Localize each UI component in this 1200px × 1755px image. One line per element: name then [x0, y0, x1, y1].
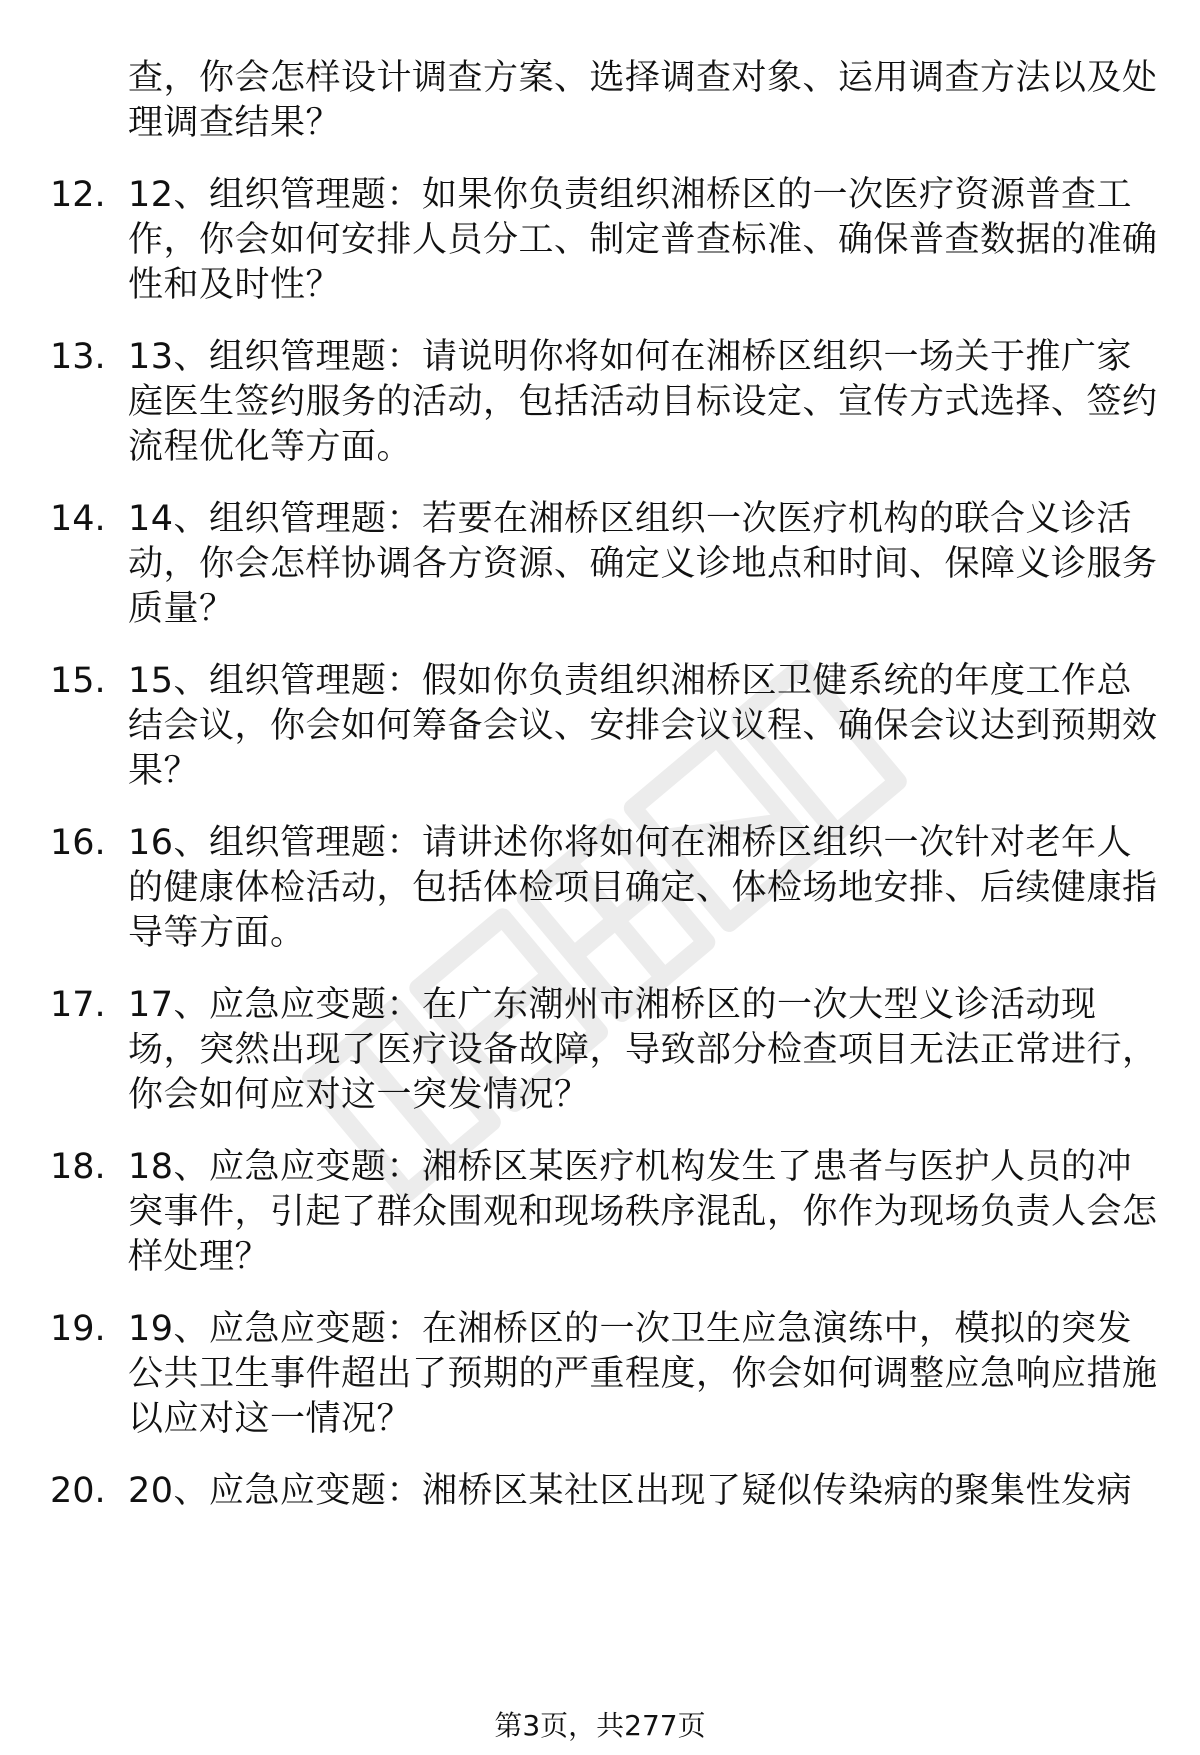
list-item: [0, 821, 1200, 971]
page-footer: 第3页，共277页: [494, 1709, 706, 1742]
list-item: [0, 1469, 1200, 1529]
item-number: 13.: [50, 337, 106, 377]
item-number: 18.: [50, 1147, 106, 1187]
item-number: 16.: [50, 823, 106, 863]
item-number: 15.: [50, 661, 106, 701]
list-item: [0, 659, 1200, 809]
list-item: [0, 497, 1200, 647]
item-text: 12、组织管理题：如果你负责组织湘桥区的一次医疗资源普查工作，你会如何安排人员分工、制定普查标准、确保普查数据的准确性和及时性？: [128, 175, 1158, 305]
item-text: 13、组织管理题：请说明你将如何在湘桥区组织一场关于推广家庭医生签约服务的活动，包括活动目标设定、宣传方式选择、签约流程优化等方面。: [128, 337, 1158, 467]
item-text: 15、组织管理题：假如你负责组织湘桥区卫健系统的年度工作总结会议，你会如何筹备会议、安排会议议程、确保会议达到预期效果？: [128, 661, 1158, 791]
list-item: [0, 983, 1200, 1133]
list-item: [0, 173, 1200, 323]
item-text: 18、应急应变题：湘桥区某医疗机构发生了患者与医护人员的冲突事件，引起了群众围观和现场秩序混乱，你作为现场负责人会怎样处理？: [128, 1147, 1158, 1277]
continuation-paragraph: 查，你会怎样设计调查方案、选择调查对象、运用调查方法以及处理调查结果？: [128, 58, 1158, 143]
item-text: 14、组织管理题：若要在湘桥区组织一次医疗机构的联合义诊活动，你会怎样协调各方资源、确定义诊地点和时间、保障义诊服务质量？: [128, 499, 1158, 629]
item-number: 14.: [50, 499, 106, 539]
item-number: 17.: [50, 985, 106, 1025]
item-text: 16、组织管理题：请讲述你将如何在湘桥区组织一次针对老年人的健康体检活动，包括体检项目确定、体检场地安排、后续健康指导等方面。: [128, 823, 1158, 953]
item-text: 17、应急应变题：在广东潮州市湘桥区的一次大型义诊活动现场，突然出现了医疗设备故障，导致部分检查项目无法正常进行，你会如何应对这一突发情况？: [128, 985, 1158, 1115]
list-item: [0, 1307, 1200, 1457]
item-number: 12.: [50, 175, 106, 215]
list-item: [0, 1145, 1200, 1295]
item-number: 19.: [50, 1309, 106, 1349]
item-text: 19、应急应变题：在湘桥区的一次卫生应急演练中，模拟的突发公共卫生事件超出了预期的严重程度，你会如何调整应急响应措施以应对这一情况？: [128, 1309, 1158, 1439]
list-item: [0, 335, 1200, 485]
item-number: 20.: [50, 1471, 106, 1511]
item-text: 20、应急应变题：湘桥区某社区出现了疑似传染病的聚集性发病: [128, 1471, 1133, 1511]
